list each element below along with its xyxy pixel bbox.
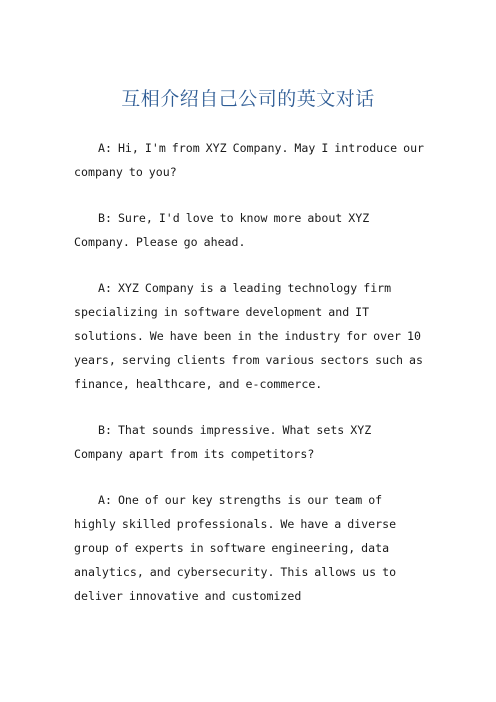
dialogue-paragraph: A: Hi, I'm from XYZ Company. May I introduce our company to you? <box>74 141 425 179</box>
dialogue-paragraph: B: That sounds impressive. What sets XYZ Company apart from its competitors? <box>74 423 372 461</box>
dialogue-paragraph: A: One of our key strengths is our team of highly skilled professionals. We have a diverse group of experts in software engineering, data analytics, and cybersecurity. This allows us to deliver innovative and customized <box>74 493 397 603</box>
dialogue-paragraph: A: XYZ Company is a leading technology firm specializing in software development and IT solutions. We have been in the industry for over 10 years, serving clients from various sectors such as finance, healthcare, and e-commerce. <box>74 281 423 391</box>
document-title: 互相介绍自己公司的英文对话 <box>121 88 375 110</box>
dialogue-paragraph: B: Sure, I'd love to know more about XYZ Company. Please go ahead. <box>74 211 370 249</box>
document-body <box>74 136 426 630</box>
